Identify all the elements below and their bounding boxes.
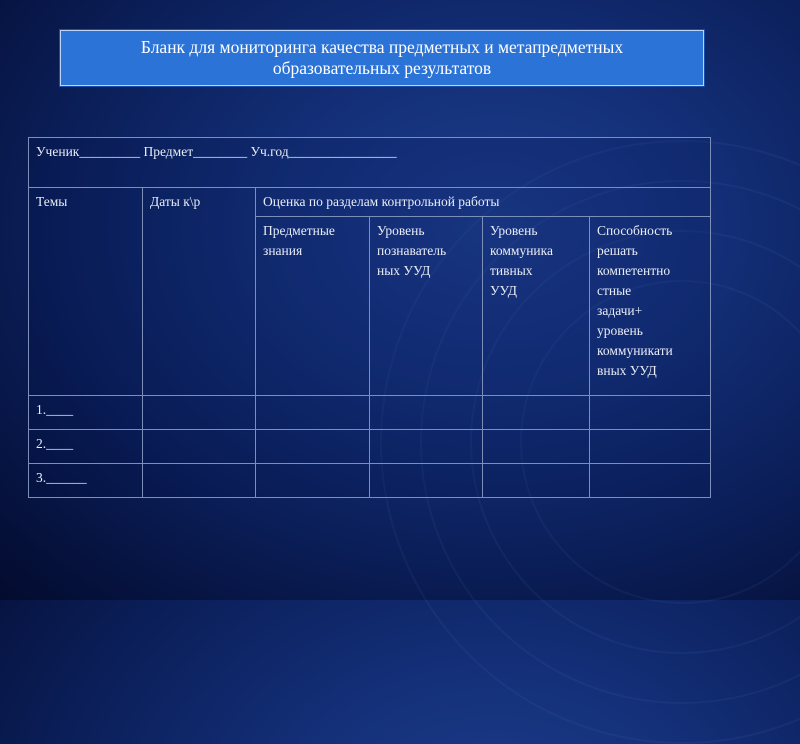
monitoring-table — [28, 137, 711, 498]
table-row — [29, 396, 711, 430]
subheader-line: тивных — [490, 263, 533, 278]
empty-cell — [143, 430, 256, 464]
slide-title — [60, 30, 704, 86]
communicative-uud-header — [483, 217, 590, 396]
slide-title-line-2: образовательных результатов — [272, 58, 492, 78]
subheader-line: Способность — [597, 223, 673, 238]
empty-cell — [370, 396, 483, 430]
competence-tasks-header — [590, 217, 711, 396]
empty-cell — [370, 464, 483, 498]
empty-cell — [590, 430, 711, 464]
empty-cell — [256, 396, 370, 430]
evaluation-header: Оценка по разделам контрольной работы — [256, 188, 711, 217]
subheader-line: компетентно — [597, 263, 671, 278]
subject-knowledge-header — [256, 217, 370, 396]
empty-cell — [370, 430, 483, 464]
slide-title-line-1: Бланк для мониторинга качества предметных и метапредметных — [140, 37, 624, 57]
subheader-line: знания — [263, 243, 303, 258]
topic-cell: 2.____ — [29, 430, 143, 464]
student-row — [29, 138, 711, 188]
subheader-line: ных УУД — [377, 263, 431, 278]
subheader-line: вных УУД — [597, 363, 657, 378]
subheader-line: познаватель — [377, 243, 447, 258]
empty-cell — [256, 430, 370, 464]
subheader-line: задачи+ — [597, 303, 643, 318]
empty-cell — [483, 430, 590, 464]
subheader-line: Уровень — [377, 223, 425, 238]
empty-cell — [590, 396, 711, 430]
student-info-cell: Ученик_________ Предмет________ Уч.год________________ — [29, 138, 711, 188]
table-row — [29, 430, 711, 464]
empty-cell — [483, 464, 590, 498]
cognitive-uud-header — [370, 217, 483, 396]
subheader-line: коммуникати — [597, 343, 673, 358]
subheader-line: уровень — [597, 323, 643, 338]
subheader-line: Предметные — [263, 223, 335, 238]
subheader-line: Уровень — [490, 223, 538, 238]
empty-cell — [143, 396, 256, 430]
topics-header: Темы — [29, 188, 143, 396]
empty-cell — [590, 464, 711, 498]
empty-cell — [256, 464, 370, 498]
topic-cell: 1.____ — [29, 396, 143, 430]
empty-cell — [483, 396, 590, 430]
subheader-line: стные — [597, 283, 632, 298]
subheader-line: УУД — [490, 283, 517, 298]
dates-header: Даты к\р — [143, 188, 256, 396]
subheader-line: решать — [597, 243, 638, 258]
subheader-line: коммуника — [490, 243, 553, 258]
table-row — [29, 464, 711, 498]
topic-cell: 3.______ — [29, 464, 143, 498]
empty-cell — [143, 464, 256, 498]
header-row — [29, 188, 711, 217]
